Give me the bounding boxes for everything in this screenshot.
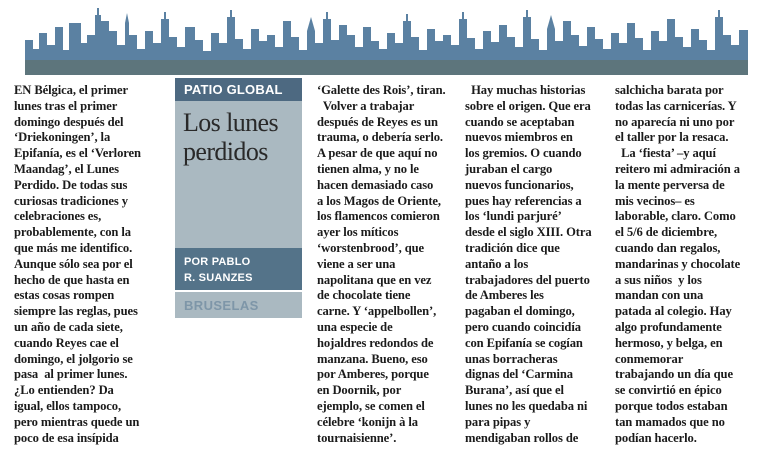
text-line: ‘worstenbrood’, que — [317, 240, 425, 255]
text-line: sobre el origen. Que era — [465, 98, 591, 113]
text-line: lunes tras el primer — [14, 98, 118, 113]
text-line: pero mientras quede un — [14, 414, 140, 429]
text-line: pasa al primer lunes. — [14, 367, 128, 382]
text-line: cuando dan regalos, — [615, 240, 721, 255]
text-line: patada al colegio. Hay — [615, 304, 732, 319]
text-line: los gremios. O cuando — [465, 146, 582, 161]
city-skyline-icon — [25, 5, 748, 75]
text-line: ejemplo, se comen el — [317, 398, 425, 413]
text-line: reitero mi admiración a — [615, 161, 740, 176]
text-line: una especie de — [317, 319, 393, 334]
text-line: hacen demasiado caso — [317, 177, 434, 192]
text-line: ‘Galette des Rois’, tiran. — [317, 83, 446, 97]
text-line: con Epifanía se cogían — [465, 335, 583, 350]
text-line: cuando se aceptaban — [465, 114, 575, 129]
headline-panel — [175, 101, 302, 248]
text-line: en Doornik, por — [317, 383, 402, 398]
text-line: dignas del ‘Carmina — [465, 367, 573, 382]
text-line: hecho de que hasta en — [14, 272, 130, 287]
article-column-4 — [615, 83, 761, 446]
text-line: el taller por la resaca. — [615, 130, 729, 145]
text-line: conmemorar — [615, 351, 684, 366]
text-line: tournaisienne’. — [317, 430, 397, 445]
text-line: nuevos miembros en — [465, 130, 573, 145]
text-line: los flamencos comieron — [317, 209, 440, 224]
text-line: POR PABLO — [184, 256, 251, 268]
text-line: trabajadores del puerto — [465, 272, 590, 287]
text-line: pagaban el domingo, — [465, 304, 575, 319]
text-line: todas las carnicerías. Y — [615, 98, 737, 113]
text-line: viene a ser una — [317, 256, 396, 271]
text-line: ‘Driekoningen’, la — [14, 130, 111, 145]
text-line: trauma, o debería serlo. — [317, 130, 443, 145]
text-line: cuando Reyes cae el — [14, 335, 119, 350]
byline-author — [175, 248, 302, 290]
text-line: carne. Y ‘appelbollen’, — [317, 304, 437, 319]
headline-block — [175, 78, 302, 318]
text-line: curiosas tradiciones y — [14, 193, 128, 208]
text-line: ayer los míticos — [317, 225, 399, 240]
text-line: Hay muchas historias — [465, 83, 586, 97]
text-line: ¿Lo entienden? Da — [14, 383, 114, 398]
text-line: desde el siglo XIII. Otra — [465, 225, 592, 240]
text-line: Perdido. De todas sus — [14, 177, 128, 192]
text-line: napolitana que en vez — [317, 272, 432, 287]
text-line: hojaldres redondos de — [317, 335, 434, 350]
text-line: mandan con una — [615, 288, 704, 303]
text-line: manzana. Bueno, eso — [317, 351, 428, 366]
dateline-location: BRUSELAS — [175, 292, 302, 318]
text-line: después de Reyes es un — [317, 114, 438, 129]
text-line: unas borracheras — [465, 351, 558, 366]
text-line: Epifanía, es el ‘Verloren — [14, 146, 141, 161]
text-line: para pipas y — [465, 414, 531, 429]
text-line: domingo después del — [14, 114, 124, 129]
text-line: igual, ellos tampoco, — [14, 398, 122, 413]
text-line: la mente perversa de — [615, 177, 725, 192]
text-line: siempre las reglas, pues — [14, 304, 138, 319]
text-line: a sus niños y los — [615, 272, 702, 287]
text-line: nuevos funcionarios, — [465, 177, 574, 192]
article-column-2 — [317, 83, 460, 446]
text-line: pues hay referencias a — [465, 193, 582, 208]
text-line: mis vecinos– es — [615, 193, 695, 208]
text-line: salchicha barata por — [615, 83, 724, 97]
text-line: a los Magos de Oriente, — [317, 193, 441, 208]
article-column-1 — [14, 83, 164, 446]
skyline-graphic — [25, 5, 748, 75]
text-line: de Amberes les — [465, 288, 544, 303]
text-line: celebraciones es, — [14, 209, 102, 224]
text-line: porque todos estaban — [615, 398, 728, 413]
text-line: poco de esa insípida — [14, 430, 119, 445]
text-line: laborable, claro. Como — [615, 209, 736, 224]
text-line: domingo, el jolgorio se — [14, 351, 133, 366]
section-kicker: PATIO GLOBAL — [175, 78, 302, 101]
text-line: pero cuando coincidía — [465, 319, 581, 334]
text-line: A pesar de que aquí no — [317, 146, 438, 161]
text-line: célebre ‘konijn à la — [317, 414, 418, 429]
text-line: que más me identifico. — [14, 240, 133, 255]
text-line: Maandag’, el Lunes — [14, 161, 119, 176]
text-line: podían hacerlo. — [615, 430, 697, 445]
text-line: trabajando un día que — [615, 367, 733, 382]
text-line: juraban el cargo — [465, 161, 553, 176]
text-line: de chocolate tiene — [317, 288, 411, 303]
text-line: mandarinas y chocolate — [615, 256, 741, 271]
text-line: lunes no les quedaba ni — [465, 398, 588, 413]
text-line: La ‘fiesta’ –y aquí — [615, 146, 716, 161]
text-line: probablemente, con la — [14, 225, 131, 240]
text-line: Volver a trabajar — [317, 98, 415, 113]
text-line: Burana’, así que el — [465, 383, 564, 398]
text-line: algo profundamente — [615, 319, 722, 334]
text-line: los ‘lundi parjuré’ — [465, 209, 562, 224]
text-line: tradición dice que — [465, 240, 560, 255]
text-line: Aunque sólo sea por el — [14, 256, 133, 271]
text-line: el 5/6 de diciembre, — [615, 225, 717, 240]
text-line: por Amberes, porque — [317, 367, 429, 382]
text-line: tienen alma, y no le — [317, 161, 419, 176]
article-column-3 — [465, 83, 608, 446]
text-line: mendigaban rollos de — [465, 430, 579, 445]
text-line: hermoso, y belga, en — [615, 335, 723, 350]
text-line: tan mamados que no — [615, 414, 725, 429]
text-line: se convirtió en épico — [615, 383, 722, 398]
headline-title: Los lunes perdidos — [183, 108, 278, 166]
text-line: no aparecía ni uno por — [615, 114, 735, 129]
text-line: EN Bélgica, el primer — [14, 83, 129, 97]
text-line: antaño a los — [465, 256, 529, 271]
text-line: estas cosas rompen — [14, 288, 115, 303]
text-line: un año de cada siete, — [14, 319, 123, 334]
text-line: R. SUANZES — [184, 271, 253, 284]
